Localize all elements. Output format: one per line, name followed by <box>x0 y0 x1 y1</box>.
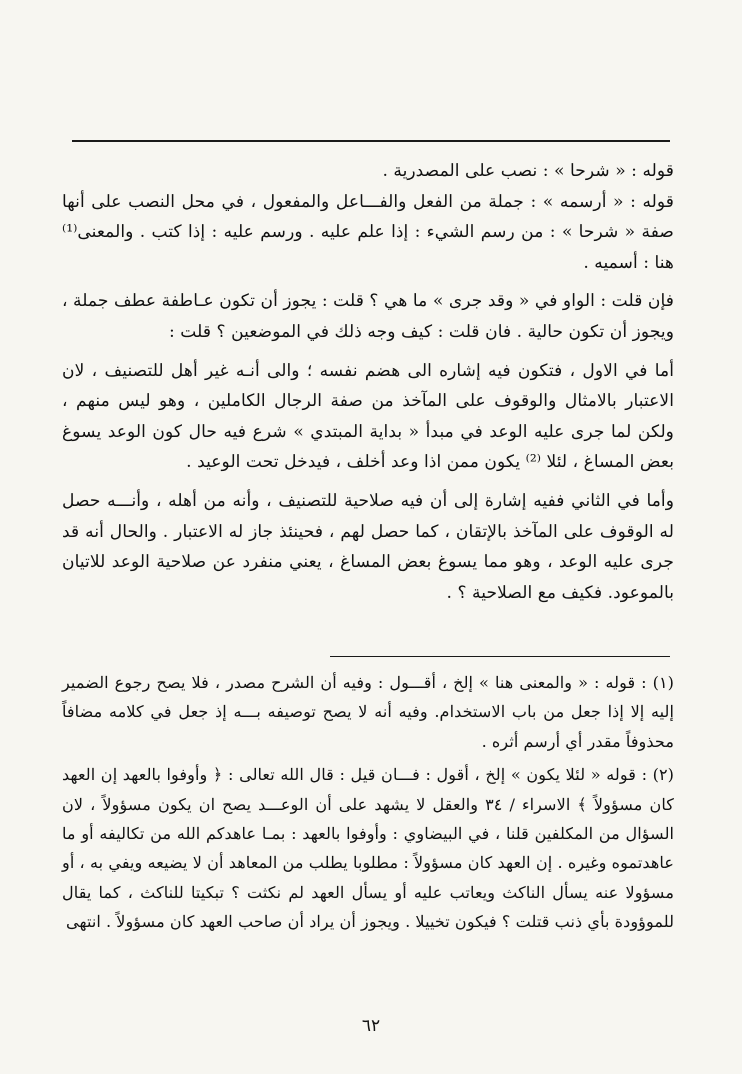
paragraph-wa-qad-jara: فإن قلت : الواو في « وقد جرى » ما هي ؟ قلت : يجوز أن تكون عـاطفة عطف جملة ، ويجوز أن تكون حالية . فان قلت : كيف وجه ذلك في الموضعين ؟ قلت : <box>62 291 674 342</box>
page-number: ٦٢ <box>361 1016 381 1036</box>
footnote-separator <box>330 656 670 657</box>
paragraph-second-case: وأما في الثاني ففيه إشارة إلى أن فيه صلاحية للتصنيف ، وأنه من أهله ، وأنـــه حصل له الوقوف على المآخذ بالإتقان ، كما حصل لهم ، فحينئذ جاز له الاعتبار . والحال أنه قد جرى عليه الوعد ، وهو مما يسوغ بعض المساغ ، يعني منفرد عن صلاحية الوعد للاتيان بالموعود. فكيف مع الصلاحية ؟ . <box>62 490 674 603</box>
paragraph-first-case: أما في الاول ، فتكون فيه إشاره الى هضم نفسه ؛ والى أنـه غير أهل للتصنيف ، لان الاعتبار بالامثال والوقوف على المآخذ من صفة الرجال الكاملين ، وهو ليس منهم ، ولكن لما جرى عليه الوعد في مبدأ « بداية المبتدي » شرع فيه حال كون الوعد يسوغ بعض المساغ ، لئلا ⁽²⁾ يكون ممن اذا وعد أخلف ، فيدخل تحت الوعيد . <box>62 360 674 473</box>
paragraph-sharhan: قوله : « شرحا » : نصب على المصدرية . <box>382 161 674 181</box>
footnotes <box>62 668 674 937</box>
paragraph-arsumuhu: قوله : « أرسمه » : جملة من الفعل والفـــاعل والمفعول ، في محل النصب على أنها صفة « شرحا » : من رسم الشيء : إذا علم عليه . ورسم عليه : إذا كتب . والمعنى⁽¹⁾ هنا : أسميه . <box>62 191 674 273</box>
header-rule <box>72 140 670 142</box>
footnote-2: (٢) : قوله « لئلا يكون » إلخ ، أقول : فـــان قيل : قال الله تعالى : ﴿ وأوفوا بالعهد إن العهد كان مسؤولاً ﴾ الاسراء / ٣٤ والعقل لا يشهد على أن الوعـــد يصح ان يكون مسؤولاً ، لان السؤال من المكلفين قلنا ، في البيضاوي : وأوفوا بالعهد : بمـا عاهدكم الله من تكاليفه أو ما عاهدتموه وغيره . إن العهد كان مسؤولاً : مطلوبا يطلب من المعاهد أن لا يضيعه ويفي به ، أو مسؤولا عنه يسأل الناكث ويعاتب عليه أو يسأل العهد لم نكثت ؟ تبكيتا للناكث ، كما يقال للموؤودة بأي ذنب قتلت ؟ فيكون تخييلا . ويجوز أن يراد أن صاحب العهد كان مسؤولاً . انتهى <box>62 765 674 932</box>
main-text <box>62 156 674 608</box>
footnote-1: (١) : قوله : « والمعنى هنا » إلخ ، أقـــول : وفيه أن الشرح مصدر ، فلا يصح رجوع الضمير إليه إلا إذا جعل من باب الاستخدام. وفيه أنه لا يصح توصيفه بـــه إذ جعل في كلامه مضافاً محذوفاً مقدر أي أرسم أثره . <box>62 673 674 751</box>
